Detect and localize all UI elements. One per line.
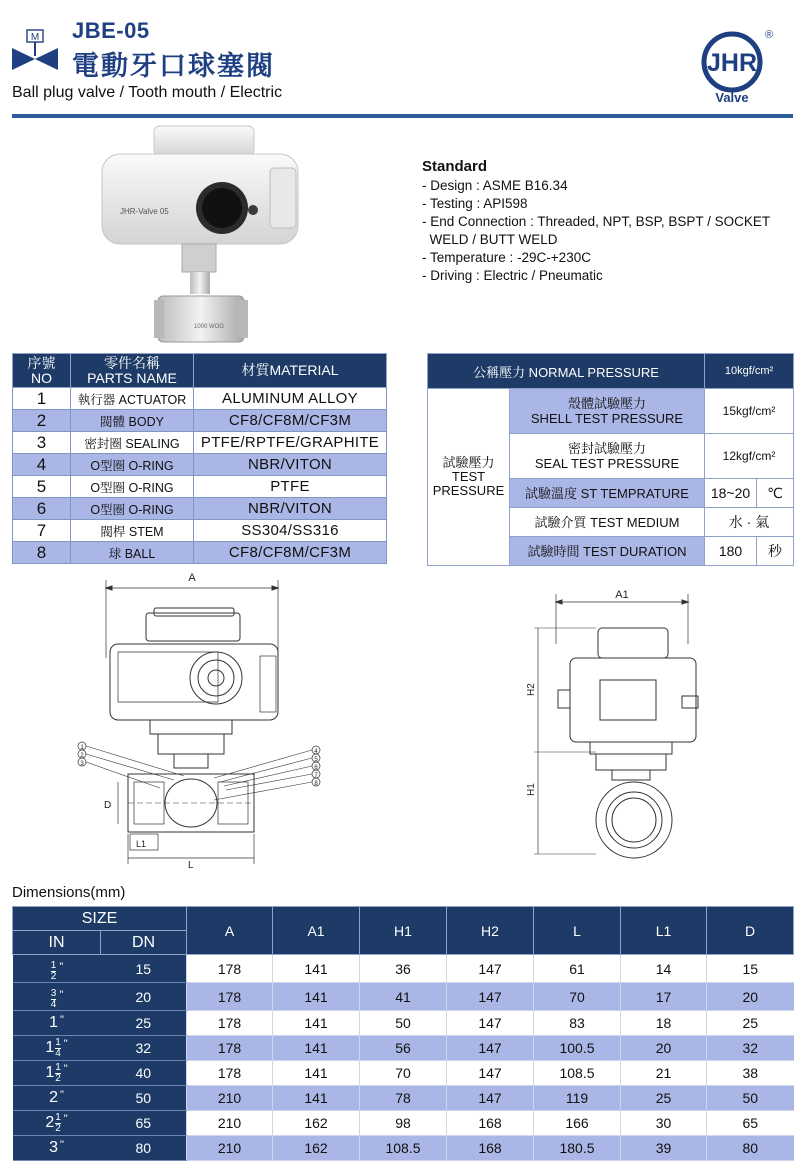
normal-pressure-value: 10kgf/cm² [705,354,794,389]
dimension-value-cell: 147 [447,1036,534,1061]
callout-1: 1 [80,745,84,751]
standard-line: WELD / BUTT WELD [422,232,558,247]
standard-line: - End Connection : Threaded, NPT, BSP, BSPT / SOCKET [422,214,771,229]
parts-row: 7 閥桿 STEM SS304/SS316 [13,520,387,542]
dimension-value-cell: 18 [621,1011,707,1036]
test-temperature-label: 試驗溫度 ST TEMPRATURE [510,479,705,508]
front-view-drawing [74,568,340,870]
inch-mark: " [60,1014,64,1026]
dim-col-header: L [534,907,621,955]
inch-mark: " [59,989,64,1001]
test-duration-unit: 秒 [757,537,794,566]
callout-7: 7 [314,773,318,779]
size-in-cell [13,1086,101,1111]
shell-test-label: 殼體試驗壓力 SHELL TEST PRESSURE [510,389,705,434]
dimension-value-cell: 178 [187,955,273,983]
dimension-value-cell: 61 [534,955,621,983]
size-dn-cell: 50 [101,1086,187,1111]
normal-pressure-label: 公稱壓力 NORMAL PRESSURE [428,354,705,389]
dimension-row [13,1111,794,1136]
size-in-cell [13,1011,101,1036]
dimension-value-cell: 210 [187,1111,273,1136]
test-duration-value: 180 [705,537,757,566]
dimension-value-cell: 20 [707,983,794,1011]
seal-test-label: 密封試驗壓力 SEAL TEST PRESSURE [510,434,705,479]
dimension-value-cell: 162 [273,1136,360,1161]
dim-label-l: L [188,860,194,870]
dimension-value-cell: 141 [273,1061,360,1086]
inch-mark: " [63,1062,68,1075]
callout-3: 3 [80,761,84,767]
dimension-row [13,983,794,1011]
dimension-value-cell: 141 [273,955,360,983]
dim-col-header: H1 [360,907,447,955]
brand-sub: Valve [715,90,749,105]
size-in-whole: 2 [45,1114,55,1131]
standard-block [422,158,802,285]
size-in-fraction: 3 4 [50,988,57,1010]
side-view-drawing [516,584,700,870]
dimension-value-cell: 141 [273,1086,360,1111]
dimension-value-cell: 119 [534,1086,621,1111]
dimension-value-cell: 15 [707,955,794,983]
dim-col-header: D [707,907,794,955]
dim-col-header: A [187,907,273,955]
dn-header: DN [101,931,187,955]
dimension-value-cell: 166 [534,1111,621,1136]
dimension-value-cell: 147 [447,1061,534,1086]
size-header: SIZE [13,907,187,931]
size-dn-cell: 32 [101,1036,187,1061]
parts-row: 4 O型圈 O-RING NBR/VITON [13,454,387,476]
dimension-value-cell: 168 [447,1136,534,1161]
dimension-value-cell: 65 [707,1111,794,1136]
photo-body-text: JHR-Valve 05 [120,207,169,216]
dimension-value-cell: 210 [187,1136,273,1161]
dimension-value-cell: 25 [707,1011,794,1036]
size-in-cell [13,1136,101,1161]
inch-mark: " [60,1089,64,1101]
dimensions-table [12,906,794,1161]
dimension-value-cell: 30 [621,1111,707,1136]
dimension-value-cell: 180.5 [534,1136,621,1161]
dimension-value-cell: 38 [707,1061,794,1086]
callout-8: 8 [314,781,318,787]
standard-line: - Testing : API598 [422,196,528,211]
dimension-value-cell: 147 [447,983,534,1011]
size-dn-cell: 65 [101,1111,187,1136]
parts-header-material: 材質MATERIAL [194,354,387,388]
dimension-row [13,1136,794,1161]
dimension-value-cell: 141 [273,983,360,1011]
dimension-value-cell: 25 [621,1086,707,1111]
dimension-value-cell: 178 [187,1061,273,1086]
parts-row: 6 O型圈 O-RING NBR/VITON [13,498,387,520]
size-in-fraction: 1 2 [55,1111,61,1134]
dimension-row [13,1036,794,1061]
dimension-value-cell: 100.5 [534,1036,621,1061]
dimensions-title: Dimensions(mm) [12,884,126,901]
size-in-cell [13,1036,101,1061]
size-dn-cell: 15 [101,955,187,983]
dimension-row [13,1011,794,1036]
dimension-value-cell: 141 [273,1011,360,1036]
shell-test-value: 15kgf/cm² [705,389,794,434]
size-in-whole: 1 [49,1014,58,1031]
seal-test-value: 12kgf/cm² [705,434,794,479]
inch-mark: " [60,1139,64,1151]
dimension-value-cell: 56 [360,1036,447,1061]
model-number: JBE-05 [72,18,150,43]
dim-col-header: L1 [621,907,707,955]
dimension-value-cell: 36 [360,955,447,983]
dimension-value-cell: 21 [621,1061,707,1086]
parts-row: 5 O型圈 O-RING PTFE [13,476,387,498]
dim-label-d: D [104,800,112,811]
parts-header-no: 序號 NO [13,354,71,388]
dimension-value-cell: 70 [360,1061,447,1086]
photo-valve-text: 1000 WOG [194,324,225,330]
dim-col-header: H2 [447,907,534,955]
parts-row: 3 密封圈 SEALING PTFE/RPTFE/GRAPHITE [13,432,387,454]
inch-mark: " [63,1037,68,1050]
size-dn-cell: 80 [101,1136,187,1161]
header-divider [12,114,793,118]
valve-symbol-logo [10,28,60,74]
brand-mark: JHR [706,49,758,77]
parts-row: 1 執行器 ACTUATOR ALUMINUM ALLOY [13,388,387,410]
size-in-fraction: 1 2 [55,1061,61,1084]
parts-row: 2 閥體 BODY CF8/CF8M/CF3M [13,410,387,432]
dimension-value-cell: 162 [273,1111,360,1136]
callout-5: 5 [314,757,318,763]
parts-table [12,353,387,564]
dimension-row [13,1086,794,1111]
test-duration-label: 試驗時間 TEST DURATION [510,537,705,566]
dim-label-a: A [188,572,196,584]
dimension-value-cell: 41 [360,983,447,1011]
size-in-whole: 1 [45,1064,55,1081]
dimension-row [13,1061,794,1086]
standard-line: - Driving : Electric / Pneumatic [422,268,603,283]
size-dn-cell: 40 [101,1061,187,1086]
title-english: Ball plug valve / Tooth mouth / Electric [12,84,283,101]
callout-6: 6 [314,765,318,771]
dimension-value-cell: 178 [187,1036,273,1061]
test-temperature-unit: ℃ [757,479,794,508]
pressure-table [427,353,794,566]
dimension-value-cell: 14 [621,955,707,983]
size-in-fraction: 1 2 [50,960,57,982]
test-temperature-value: 18~20 [705,479,757,508]
logo-letter: M [30,32,40,43]
dimension-value-cell: 98 [360,1111,447,1136]
dimension-value-cell: 78 [360,1086,447,1111]
in-header: IN [13,931,101,955]
dimension-value-cell: 20 [621,1036,707,1061]
size-in-whole: 2 [49,1089,58,1106]
size-in-cell [13,983,101,1011]
parts-header-name: 零件名稱 PARTS NAME [71,354,194,388]
dim-label-l1: L1 [136,839,147,849]
parts-row: 8 球 BALL CF8/CF8M/CF3M [13,542,387,564]
product-photo [94,124,304,346]
dimension-value-cell: 50 [360,1011,447,1036]
test-pressure-group: 試驗壓力 TEST PRESSURE [428,389,510,566]
test-medium-label: 試驗介質 TEST MEDIUM [510,508,705,537]
dimension-value-cell: 32 [707,1036,794,1061]
dimension-value-cell: 178 [187,983,273,1011]
dim-label-h1: H1 [526,783,537,796]
size-in-cell [13,1061,101,1086]
dimension-value-cell: 147 [447,1011,534,1036]
dimension-value-cell: 50 [707,1086,794,1111]
dim-label-a1: A1 [615,589,629,601]
dimension-value-cell: 80 [707,1136,794,1161]
standard-title: Standard [422,158,488,175]
standard-line: - Design : ASME B16.34 [422,178,568,193]
dim-label-h2: H2 [526,683,537,696]
size-in-fraction: 1 4 [55,1036,61,1059]
size-in-whole: 1 [45,1039,55,1056]
inch-mark: " [59,961,64,973]
dim-col-header: A1 [273,907,360,955]
dimension-value-cell: 168 [447,1111,534,1136]
title-chinese: 電動牙口球塞閥 [72,51,275,82]
size-dn-cell: 20 [101,983,187,1011]
dimension-value-cell: 178 [187,1011,273,1036]
dimension-value-cell: 17 [621,983,707,1011]
dimension-value-cell: 70 [534,983,621,1011]
jhr-brand-logo [680,24,790,108]
size-in-cell [13,955,101,983]
dimension-value-cell: 210 [187,1086,273,1111]
dimension-value-cell: 39 [621,1136,707,1161]
inch-mark: " [63,1112,68,1125]
dimension-value-cell: 141 [273,1036,360,1061]
dimension-value-cell: 108.5 [534,1061,621,1086]
test-medium-value: 水 · 氣 [705,508,794,537]
callout-2: 2 [80,753,84,759]
dimension-value-cell: 83 [534,1011,621,1036]
size-dn-cell: 25 [101,1011,187,1036]
registered-mark: ® [765,29,774,41]
dimension-value-cell: 147 [447,1086,534,1111]
standard-line: - Temperature : -29C-+230C [422,250,591,265]
size-in-cell [13,1111,101,1136]
callout-4: 4 [314,749,318,755]
dimension-value-cell: 147 [447,955,534,983]
dimension-row [13,955,794,983]
dimension-value-cell: 108.5 [360,1136,447,1161]
size-in-whole: 3 [49,1139,58,1156]
